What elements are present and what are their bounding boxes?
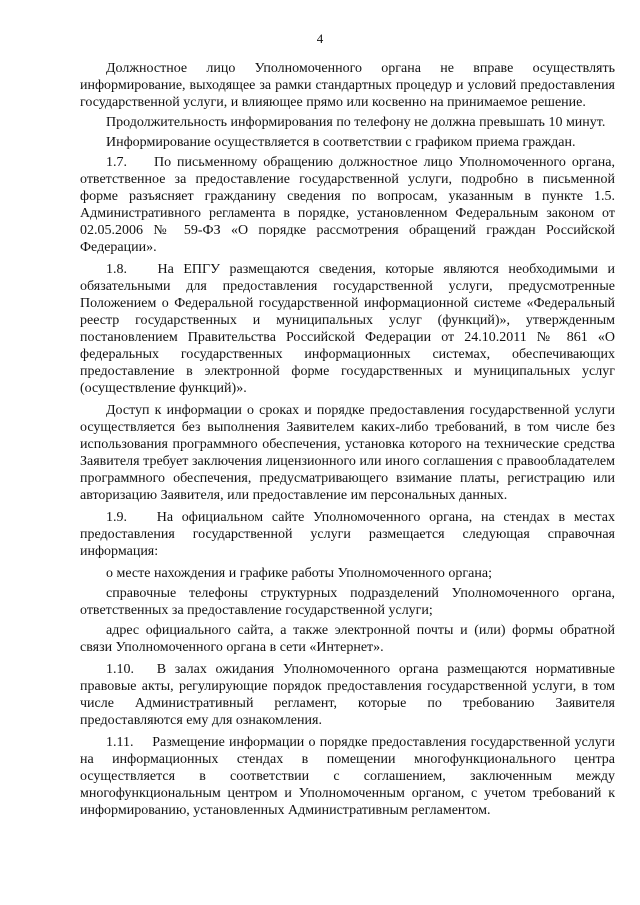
paragraph-text: справочные телефоны структурных подразделений Уполномоченного органа, ответственных за предоставление государственной услуги;	[80, 586, 615, 618]
document-body	[80, 60, 615, 824]
paragraph-number: 1.10.	[106, 662, 134, 677]
paragraph-text: Доступ к информации о сроках и порядке предоставления государственной услуги осуществляется без выполнения Заявителем каких-либо требований, в том числе без использования программного обеспечения, установка которого на технические средства Заявителя требует заключения лицензионного или иного соглашения с правообладателем программного обеспечения, предусматривающего взимание платы, регистрацию или авторизацию Заявителя, или предоставление им персональных данных.	[80, 403, 615, 503]
paragraph-number: 1.11.	[106, 735, 134, 750]
paragraph	[80, 60, 615, 111]
paragraph-1-11	[80, 734, 615, 819]
paragraph	[80, 114, 615, 131]
paragraph	[80, 402, 615, 504]
list-item	[80, 622, 615, 656]
paragraph-text: На ЕПГУ размещаются сведения, которые являются необходимыми и обязательными для предоставления государственной услуги, предусмотренные Положением о Федеральной государственной информационной системе «Федеральный реестр государственных и муниципальных услуг (функций)», утвержденным постановлением Правительства Российской Федерации от 24.10.2011 № 861 «О федеральных государственных информационных системах, обеспечивающих предоставление в электронной форме государственных и муниципальных услуг (осуществление функций)».	[80, 262, 616, 396]
paragraph-text: Информирование осуществляется в соответствии с графиком приема граждан.	[106, 135, 576, 150]
paragraph-text: Размещение информации о порядке предоставления государственной услуги на информационных стендах в помещении многофункционального центра осуществляется в соответствии с соглашением, заключенным между многофункциональным центром и Уполномоченным органом, с учетом требований к информированию, установленных Административным регламентом.	[80, 735, 615, 818]
list-item	[80, 565, 615, 582]
paragraph-1-7	[80, 154, 615, 256]
paragraph-1-9	[80, 509, 615, 560]
paragraph-number: 1.9.	[106, 510, 127, 525]
page-number: 4	[316, 31, 324, 46]
paragraph-text: Продолжительность информирования по телефону не должна превышать 10 минут.	[106, 115, 606, 130]
paragraph-text: о месте нахождения и графике работы Уполномоченного органа;	[106, 566, 492, 581]
paragraph-text: В залах ожидания Уполномоченного органа размещаются нормативные правовые акты, регулирующие порядок предоставления государственной услуги, в том числе Административный регламент, которые по требованию Заявителя предоставляются ему для ознакомления.	[80, 662, 615, 728]
paragraph-text: адрес официального сайта, а также электронной почты и (или) формы обратной связи Уполномоченного органа в сети «Интернет».	[80, 623, 615, 655]
paragraph-text: По письменному обращению должностное лицо Уполномоченного органа, ответственное за предоставление государственной услуги, подробно в письменной форме разъясняет гражданину сведения по вопросам, указанным в пункте 1.5. Административного регламента в порядке, установленном Федеральным законом от 02.05.2006 № 59-ФЗ «О порядке рассмотрения обращений граждан Российской Федерации».	[80, 155, 615, 255]
paragraph-number: 1.8.	[106, 262, 127, 277]
paragraph-text: Должностное лицо Уполномоченного органа не вправе осуществлять информирование, выходящее за рамки стандартных процедур и условий предоставления государственной услуги, и влияющее прямо или косвенно на принимаемое решение.	[80, 61, 615, 110]
paragraph-text: На официальном сайте Уполномоченного органа, на стендах в местах предоставления государственной услуги размещается следующая справочная информация:	[80, 510, 615, 559]
paragraph	[80, 134, 615, 151]
paragraph-1-8	[80, 261, 615, 397]
list-item	[80, 585, 615, 619]
paragraph-1-10	[80, 661, 615, 729]
paragraph-number: 1.7.	[106, 155, 127, 170]
